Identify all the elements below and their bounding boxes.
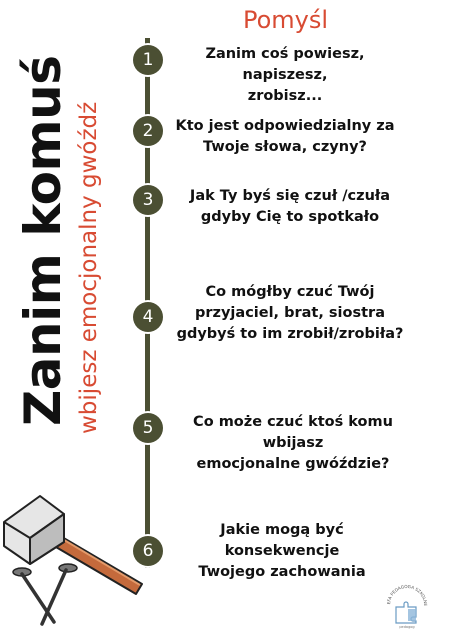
step-4-text (170, 282, 410, 345)
step-1-text (165, 44, 405, 107)
step-3-line-2: gdyby Cię to spotkało (200, 209, 380, 225)
step-3-text (180, 186, 400, 228)
svg-text:pedagog: pedagog (399, 625, 415, 629)
step-5-text (168, 412, 418, 475)
step-5-line-2: emocjonalne gwóździe? (196, 456, 390, 472)
main-title: Zanim komuś (14, 55, 72, 426)
step-5-line-1: Co może czuć ktoś komu wbijasz (193, 414, 393, 451)
step-6-line-2: Twojego zachowania (198, 564, 366, 580)
step-4-line-1: Co mógłby czuć Twój (205, 284, 375, 300)
title-block (12, 34, 102, 434)
nails-icon (8, 560, 88, 630)
step-2-line-1: Kto jest odpowiedzialny za (175, 118, 395, 134)
subtitle: wbijesz emocjonalny gwóźdź (76, 101, 102, 434)
step-4-line-2: przyjaciel, brat, siostra (195, 305, 385, 321)
step-3-marker: 3 (133, 185, 163, 215)
step-4-line-3: gdybyś to im zrobił/zrobiła? (176, 326, 404, 342)
step-6-text (162, 520, 402, 583)
step-2-text (175, 116, 395, 158)
heading-pomysl: Pomyśl (243, 6, 329, 34)
step-5-marker: 5 (133, 413, 163, 443)
step-1-marker: 1 (133, 45, 163, 75)
step-1-line-1: Zanim coś powiesz, napiszesz, (205, 46, 365, 83)
puzzle-logo-icon (384, 583, 430, 629)
step-6-marker: 6 (133, 536, 163, 566)
step-3-line-1: Jak Ty byś się czuł /czuła (189, 188, 391, 204)
step-1-line-2: zrobisz... (247, 88, 323, 104)
step-2-marker: 2 (133, 116, 163, 146)
step-4-marker: 4 (133, 302, 163, 332)
svg-text:STREFA PEDAGOGA SZKOLNEGO: EFA PEDAGOGA SZKOLNE (385, 583, 429, 607)
step-2-line-2: Twoje słowa, czyny? (203, 139, 367, 155)
step-6-line-1: Jakie mogą być konsekwencje (220, 522, 344, 559)
